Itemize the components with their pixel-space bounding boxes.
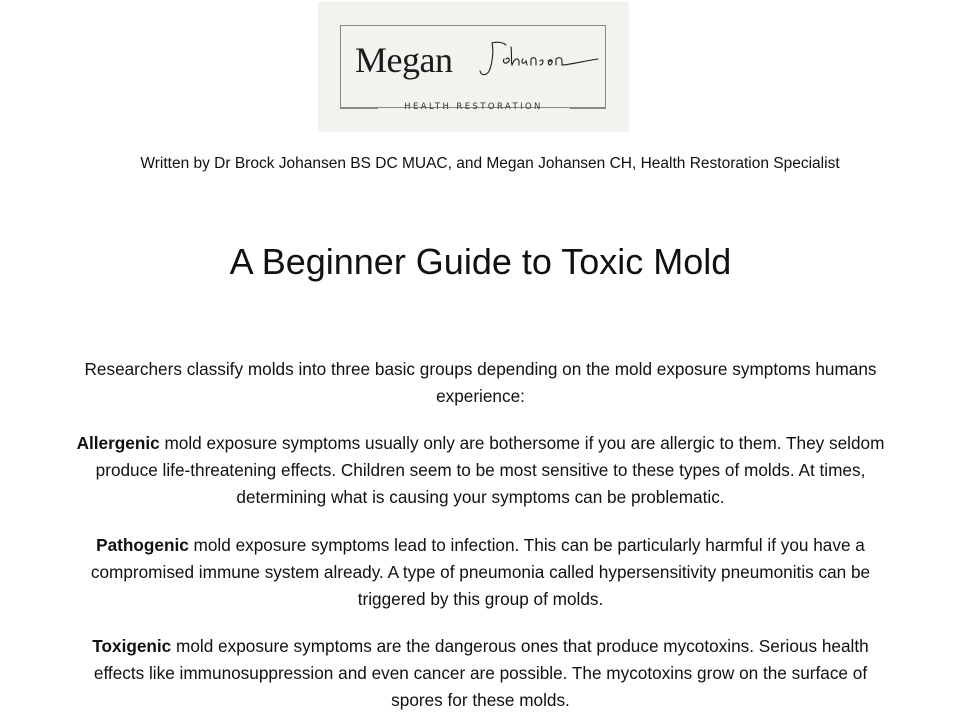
author-byline: Written by Dr Brock Johansen BS DC MUAC, and Megan Johansen CH, Health Restoration Specialist — [140, 155, 840, 172]
toxigenic-paragraph — [70, 633, 891, 714]
pathogenic-term: Pathogenic — [96, 535, 189, 555]
allergenic-paragraph — [70, 430, 891, 511]
logo-script-signature — [478, 37, 602, 81]
page-title: A Beginner Guide to Toxic Mold — [229, 241, 732, 282]
brand-logo — [318, 2, 629, 132]
pathogenic-paragraph — [70, 532, 891, 613]
logo-tagline: HEALTH RESTORATION — [404, 102, 543, 112]
intro-paragraph: Researchers classify molds into three basic groups depending on the mold exposure symptoms humans experience: — [84, 359, 877, 406]
logo-brand-name: Megan — [355, 40, 453, 80]
allergenic-text: mold exposure symptoms usually only are bothersome if you are allergic to them. They seldom produce life-threatening effects. Children seem to be most sensitive to these types of molds. At times, determining what is causing your symptoms can be problematic. — [95, 433, 885, 507]
toxigenic-term: Toxigenic — [92, 636, 172, 656]
toxigenic-text: mold exposure symptoms are the dangerous ones that produce mycotoxins. Serious health effects like immunosuppression and even cancer are possible. The mycotoxins grow on the surface of spores for these molds. — [93, 636, 869, 710]
allergenic-term: Allergenic — [76, 433, 160, 453]
pathogenic-text: mold exposure symptoms lead to infection. This can be particularly harmful if you have a compromised immune system already. A type of pneumonia called hypersensitivity pneumonitis can be triggered by this group of molds. — [90, 535, 871, 609]
